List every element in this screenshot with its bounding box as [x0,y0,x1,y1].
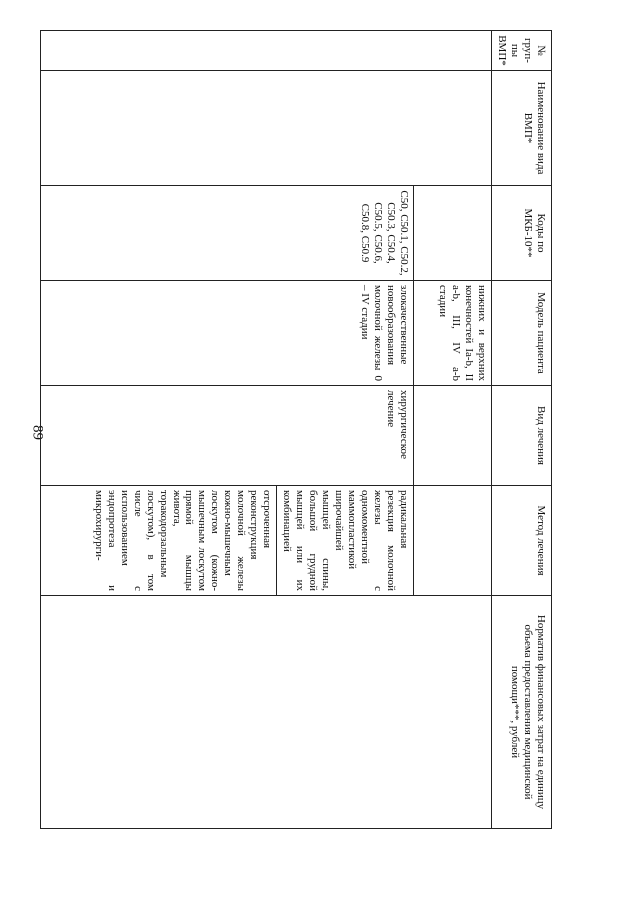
cell-treatment-method: радикальная резекция молочной железы с одномоментной маммопластикой широчайшей мышцей спины, большой грудной мышцей или их комбинацией [277,486,414,596]
cell-vmp-name [41,71,492,186]
header-financial-norm: Норматив финансовых затрат на единицу объема предоставления медицинской помощи***, рублей [492,596,552,829]
header-icd-codes: Коды по МКБ-10** [492,186,552,281]
rotated-table-container [40,30,552,828]
header-treatment-type: Вид лечения [492,386,552,486]
cell-treatment-type: хирургическое лечение [41,386,414,486]
cell-icd-codes [414,186,492,281]
table-header-row [492,31,552,829]
header-group-number: № груп-пы ВМП* [492,31,552,71]
cell-treatment-type [414,386,492,486]
table-row [414,31,492,829]
header-vmp-name: Наименование вида ВМП* [492,71,552,186]
cell-patient-model: злокачественные новообразования молочной железы 0 – IV стадии [41,281,414,386]
page-number: 89 [29,425,46,440]
cell-patient-model: нижних и верхних конечностей Ia-b, II a-b, III, IV a-b стадии [414,281,492,386]
cell-group-number [41,31,492,71]
cell-icd-codes: C50, C50.1, C50.2, C50.3, C50.4, C50.5, C50.6, C50.8, C50.9 [41,186,414,281]
vmp-table [40,30,552,829]
cell-financial-norm [41,596,492,829]
cell-treatment-method: отсроченная реконструкция молочной железы кожно-мышечным лоскутом (кожно-мышечным лоскутом прямой мышцы живота, торакодорзальным лоскутом), в том числе с использованием эндопротеза и микрохирурги- [41,486,277,596]
header-treatment-method: Метод лечения [492,486,552,596]
cell-treatment-method [414,486,492,596]
header-patient-model: Модель пациента [492,281,552,386]
